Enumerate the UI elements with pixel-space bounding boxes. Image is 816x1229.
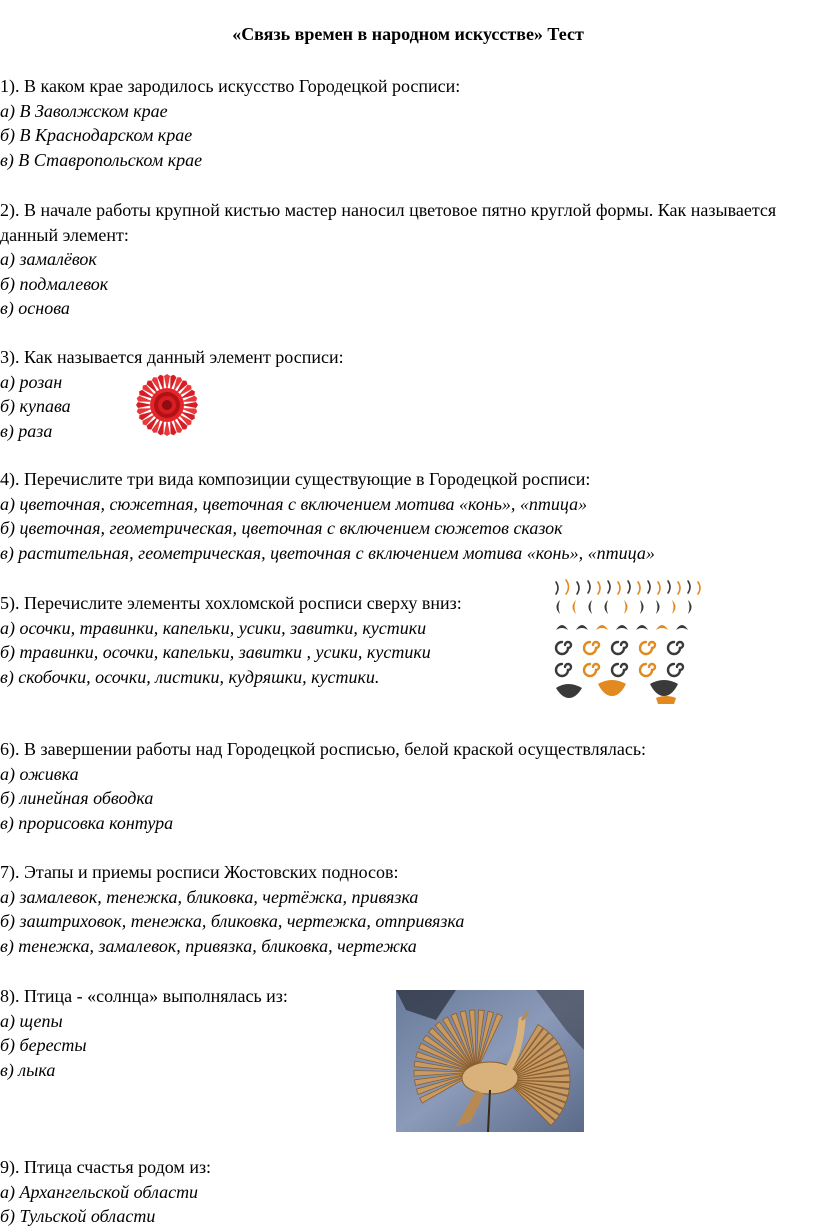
option-a: а) розан	[0, 371, 63, 392]
option-c: в) растительная, геометрическая, цветочная с включением мотива «конь», «птица»	[0, 542, 655, 563]
option-c: в) основа	[0, 298, 70, 318]
option-c: в) лыка	[0, 1059, 56, 1080]
question-text: 6). В завершении работы над Городецкой росписью, белой краской осуществлялась:	[0, 739, 647, 759]
question-text: 4). Перечислите три вида композиции существующие в Городецкой росписи:	[0, 469, 591, 489]
question-9	[0, 1155, 211, 1229]
option-c: в) В Ставропольском крае	[0, 149, 203, 170]
option-b: б) бересты	[0, 1035, 87, 1055]
question-text: 3). Как называется данный элемент росписи:	[0, 347, 344, 367]
khokhloma-elements-pattern-image	[552, 576, 704, 706]
option-a: а) оживка	[0, 763, 79, 784]
option-a: а) щепы	[0, 1010, 63, 1031]
option-a: а) замалёвок	[0, 249, 97, 269]
option-c: в) раза	[0, 420, 53, 441]
question-2	[0, 198, 790, 321]
option-b: б) В Краснодарском крае	[0, 125, 193, 145]
question-5	[0, 591, 462, 689]
question-text: 5). Перечислите элементы хохломской росписи сверху вниз:	[0, 593, 462, 613]
option-b: б) линейная обводка	[0, 788, 154, 808]
question-8	[0, 984, 288, 1082]
question-text: 1). В каком крае зародилось искусство Городецкой росписи:	[0, 76, 461, 96]
question-text: 9). Птица счастья родом из:	[0, 1157, 212, 1177]
question-text: 2). В начале работы крупной кистью мастер наносил цветовое пятно круглой формы. Как называется данный элемент:	[0, 200, 777, 245]
page-title: «Связь времен в народном искусстве» Тест	[232, 24, 584, 44]
option-a: а) замалевок, тенежка, бликовка, чертёжка, привязка	[0, 886, 419, 907]
option-b: б) цветочная, геометрическая, цветочная с включением сюжетов сказок	[0, 518, 563, 538]
option-b: б) заштриховок, тенежка, бликовка, чертежка, отпривязка	[0, 911, 465, 931]
option-c: в) прорисовка контура	[0, 812, 174, 833]
question-7	[0, 860, 464, 958]
question-4	[0, 467, 655, 565]
option-c: в) тенежка, замалевок, привязка, бликовка, чертежка	[0, 935, 417, 956]
option-a: а) В Заволжском крае	[0, 100, 168, 121]
option-b: б) Тульской области	[0, 1206, 156, 1226]
option-a: а) Архангельской области	[0, 1181, 199, 1202]
question-1	[0, 74, 460, 172]
question-text: 8). Птица - «солнца» выполнялась из:	[0, 986, 288, 1006]
option-a: а) осочки, травинки, капельки, усики, завитки, кустики	[0, 617, 427, 638]
option-b: б) травинки, осочки, капельки, завитки , усики, кустики	[0, 642, 431, 662]
question-6	[0, 737, 646, 835]
option-b: б) подмалевок	[0, 273, 109, 294]
option-a: а) цветочная, сюжетная, цветочная с включением мотива «конь», «птица»	[0, 493, 588, 514]
question-text: 7). Этапы и приемы росписи Жостовских подносов:	[0, 862, 399, 882]
wooden-bird-of-happiness-image	[396, 990, 584, 1132]
red-rosette-flower-image	[136, 374, 198, 436]
option-c: в) скобочки, осочки, листики, кудряшки, кустики.	[0, 666, 380, 687]
option-b: б) купава	[0, 396, 71, 416]
